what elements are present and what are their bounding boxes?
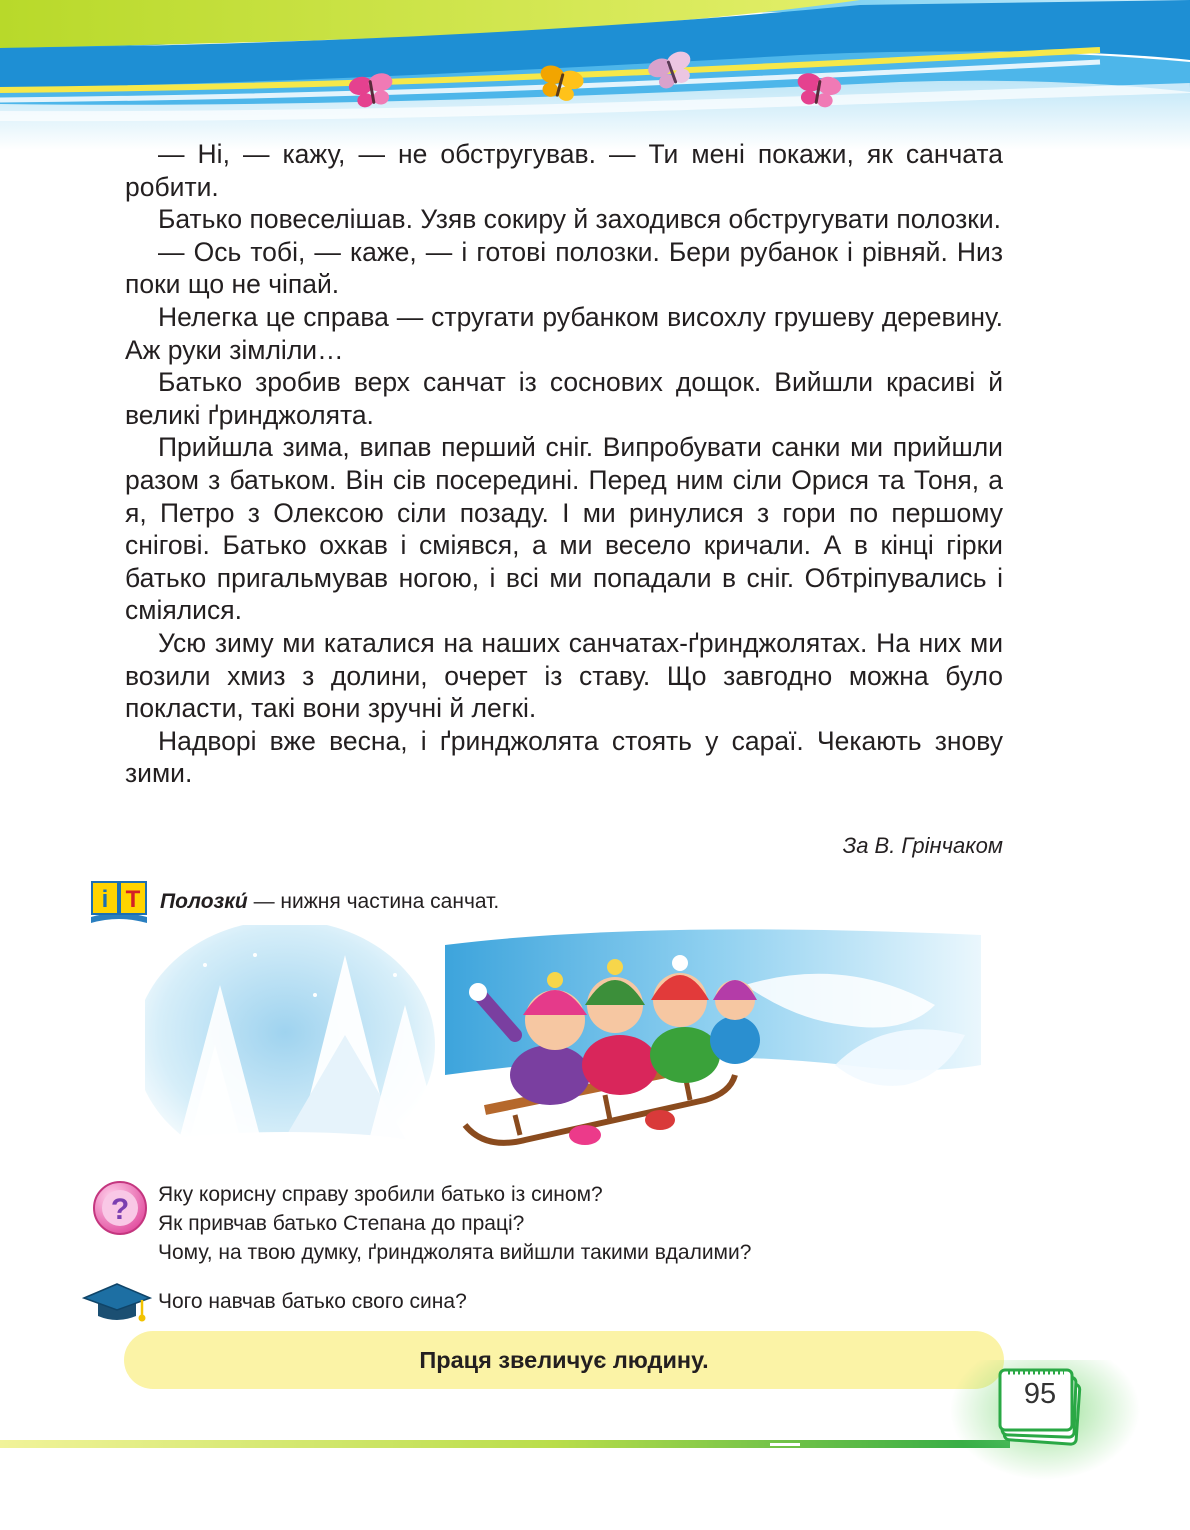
header-decoration	[0, 0, 1190, 150]
info-icon-letter: i	[101, 886, 109, 913]
info-book-icon	[88, 879, 150, 925]
story-paragraph: Нелегка це справа — стругати рубанком висохлу грушеву деревину. Аж руки зімліли…	[125, 301, 1003, 365]
story-paragraph: Усю зиму ми каталися на наших санчатах-ґринджолятах. На них ми возили хмиз з долини, очерет із ставу. Що завгодно можна було покласти, такі вони зручні й легкі.	[125, 627, 1003, 724]
winter-sledding-illustration	[145, 925, 981, 1165]
glossary-text	[160, 890, 499, 914]
question-mark-glyph: ?	[110, 1193, 130, 1226]
story-paragraph: Прийшла зима, випав перший сніг. Випробувати санки ми прийшли разом з батьком. Він сів посередині. Перед ним сіли Орися та Тоня, а я, Петро з Олексою сіли позаду. І ми ринулися з гори по першому снігові. Батько охкав і сміявся, а ми весело кричали. А в кінці гірки батько пригальмував ногою, і всі ми попадали в сніг. Обтріпувались і сміялися.	[125, 432, 1003, 626]
story-paragraph: — Ось тобі, — каже, — і готові полозки. Бери рубанок і рівняй. Низ поки що не чіпай.	[125, 236, 1003, 300]
page-number: 95	[1023, 1378, 1057, 1410]
info-icon-letter: T	[125, 886, 141, 913]
story-paragraph: Батько повеселішав. Узяв сокиру й заходився обстругувати полозки.	[158, 204, 1002, 235]
story-paragraph: — Ні, — кажу, — не обстругував. — Ти мені покажи, як санчата робити.	[125, 139, 1003, 202]
graduation-cap-icon	[82, 1280, 152, 1326]
story-paragraph: Батько зробив верх санчат із соснових дощок. Вийшли красиві й великі ґринджолята.	[125, 367, 1003, 430]
task-text: Чого навчав батько свого сина?	[158, 1290, 467, 1313]
author-attribution: За В. Грінчаком	[842, 833, 1003, 858]
story-text	[125, 138, 1003, 790]
question-item: Як привчав батько Степана до праці?	[158, 1212, 525, 1235]
question-item: Чому, на твою думку, ґринджолята вийшли такими вдалими?	[158, 1241, 752, 1264]
motto-banner: Праця звеличує людину.	[124, 1331, 1004, 1389]
story-paragraph: Надворі вже весна, і ґринджолята стоять у сараї. Чекають знову зими.	[125, 725, 1003, 789]
question-mark-icon	[92, 1180, 148, 1236]
glossary-term: Полозки́	[160, 890, 248, 913]
question-list	[158, 1180, 751, 1267]
glossary-definition: — нижня частина санчат.	[247, 890, 500, 913]
question-item: Яку корисну справу зробили батько із сином?	[158, 1183, 603, 1206]
